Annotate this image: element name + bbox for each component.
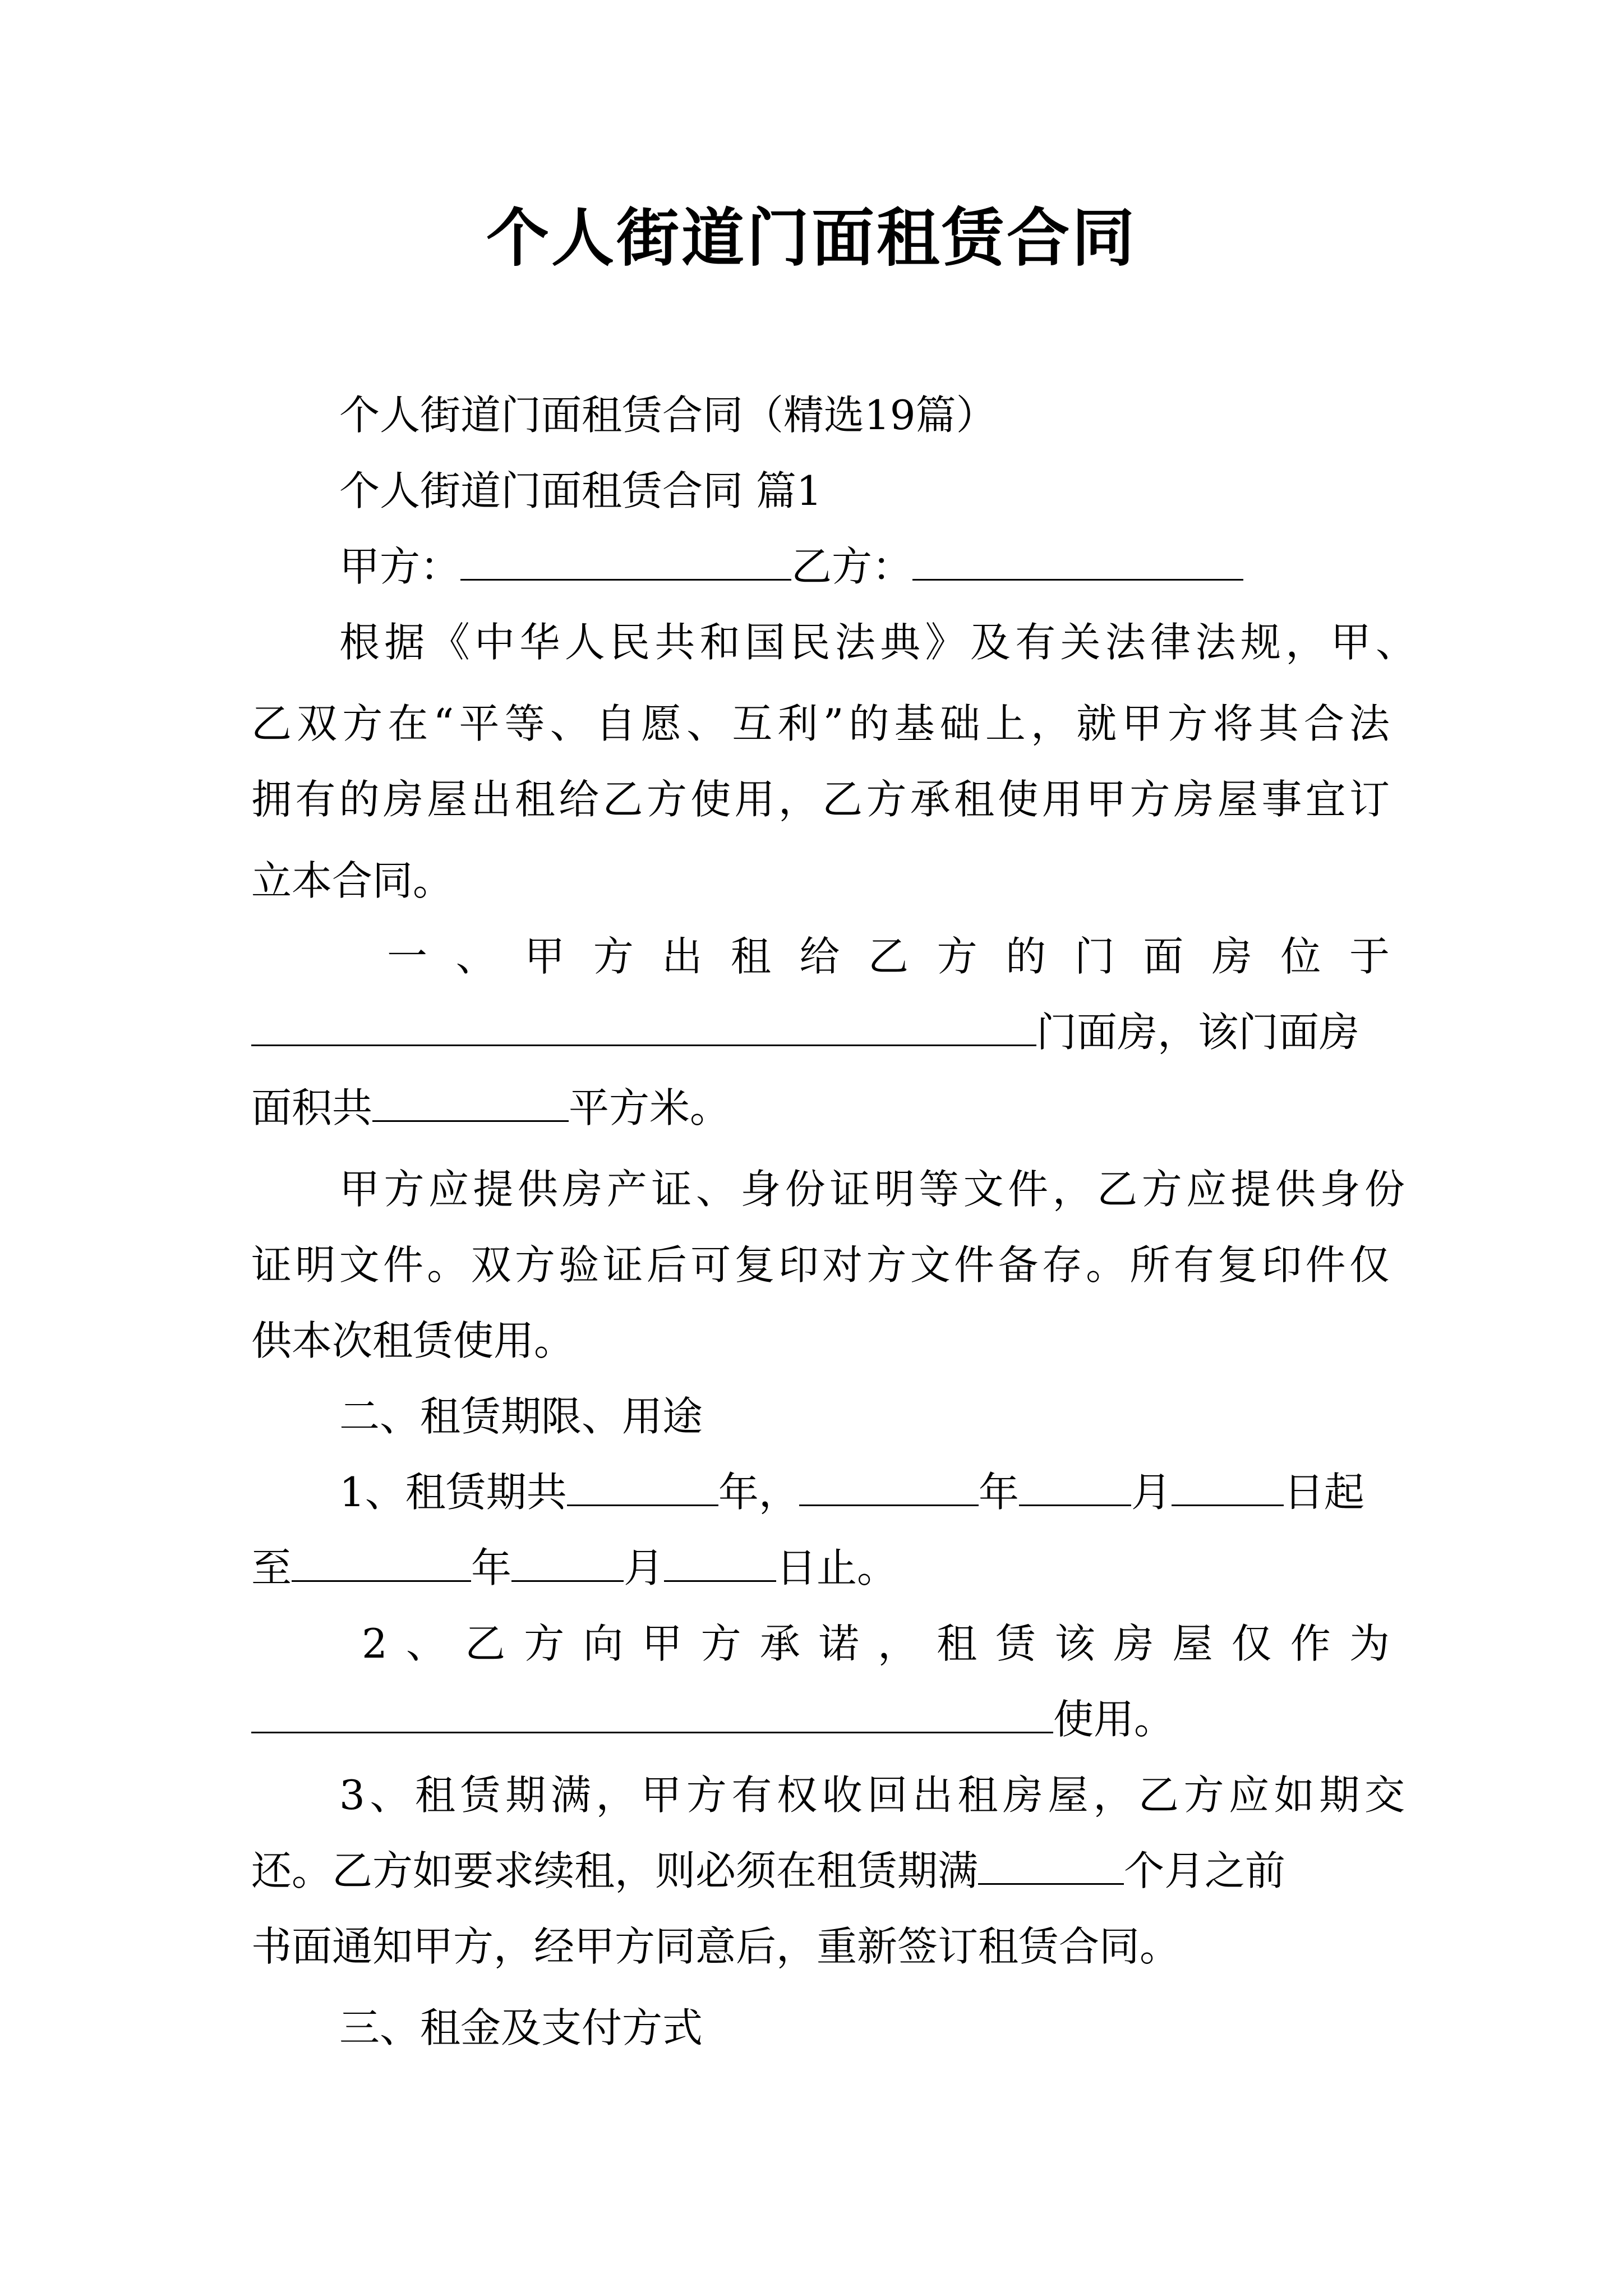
paragraph-line: 甲方应提供房产证、身份证明等文件，乙方应提供身份: [339, 1166, 1405, 1213]
chapter-heading: 个人街道门面租赁合同 篇1: [339, 467, 822, 514]
party-b-blank: [912, 542, 1243, 581]
year-label: 年，: [718, 1469, 799, 1516]
usage-line: 2、乙方向甲方承诺，租赁该房屋仅作为: [362, 1620, 1390, 1667]
paragraph-line: 供本次租赁使用。: [251, 1317, 575, 1364]
area-blank: [372, 1083, 569, 1122]
term-end-line: [251, 1543, 1390, 1593]
paragraph-line: 根据《中华人民共和国民法典》及有关法律法规，甲、: [339, 619, 1416, 666]
section-2-heading: 二、租赁期限、用途: [339, 1393, 703, 1440]
end-day-blank: [664, 1543, 776, 1582]
paragraph-line: 证明文件。双方验证后可复印对方文件备存。所有复印件仅: [251, 1241, 1390, 1289]
day-label: 日止。: [776, 1544, 898, 1591]
subtitle-line: 个人街道门面租赁合同（精选19篇）: [339, 392, 997, 439]
paragraph-line: 拥有的房屋出租给乙方使用，乙方承租使用甲方房屋事宜订: [251, 776, 1390, 823]
usage-text: 使用。: [1053, 1696, 1175, 1743]
clause-1-location-line: [251, 1007, 1390, 1057]
paragraph-line: 立本合同。: [251, 857, 454, 904]
location-blank: [251, 1007, 1036, 1046]
start-month-blank: [1019, 1467, 1131, 1506]
notice-months-blank: [978, 1846, 1124, 1885]
usage-blank: [251, 1695, 1053, 1733]
until-label: 至: [251, 1544, 292, 1591]
party-b-label: 乙方：: [791, 543, 913, 590]
year-label: 年: [471, 1544, 512, 1591]
section-3-heading: 三、租金及支付方式: [339, 2004, 703, 2051]
clause-1-area-line: [251, 1083, 1390, 1133]
end-year-blank: [292, 1543, 471, 1582]
party-a-label: 甲方：: [339, 543, 461, 590]
year-label: 年: [978, 1469, 1019, 1516]
area-unit: 平方米。: [569, 1084, 731, 1131]
document-title: 个人街道门面租赁合同: [486, 201, 1137, 275]
term-label: 1、租赁期共: [339, 1469, 567, 1516]
renewal-notice-line: [251, 1846, 1390, 1896]
day-label: 日起: [1283, 1469, 1364, 1516]
start-day-blank: [1172, 1467, 1284, 1506]
usage-blank-line: [251, 1694, 1390, 1745]
month-label: 月: [1131, 1469, 1172, 1516]
renewal-text: 还。乙方如要求续租，则必须在租赁期满: [251, 1847, 979, 1894]
end-month-blank: [511, 1543, 624, 1582]
paragraph-line: 书面通知甲方，经甲方同意后，重新签订租赁合同。: [251, 1923, 1181, 1970]
renewal-text: 个月之前: [1124, 1847, 1286, 1894]
renewal-line: 3、租赁期满，甲方有权收回出租房屋，乙方应如期交: [339, 1772, 1405, 1819]
term-line: [339, 1467, 1405, 1517]
start-year-blank: [799, 1467, 979, 1506]
clause-1-text: 门面房，该门面房: [1036, 1009, 1360, 1056]
term-years-blank: [567, 1467, 718, 1506]
clause-1-line: 一、甲方出租给乙方的门面房位于: [387, 933, 1390, 980]
paragraph-line: 乙双方在“平等、自愿、互利”的基础上，就甲方将其合法: [251, 700, 1390, 747]
party-a-blank: [460, 542, 791, 581]
area-label: 面积共: [251, 1084, 373, 1131]
parties-line: [339, 541, 1405, 592]
month-label: 月: [624, 1544, 665, 1591]
